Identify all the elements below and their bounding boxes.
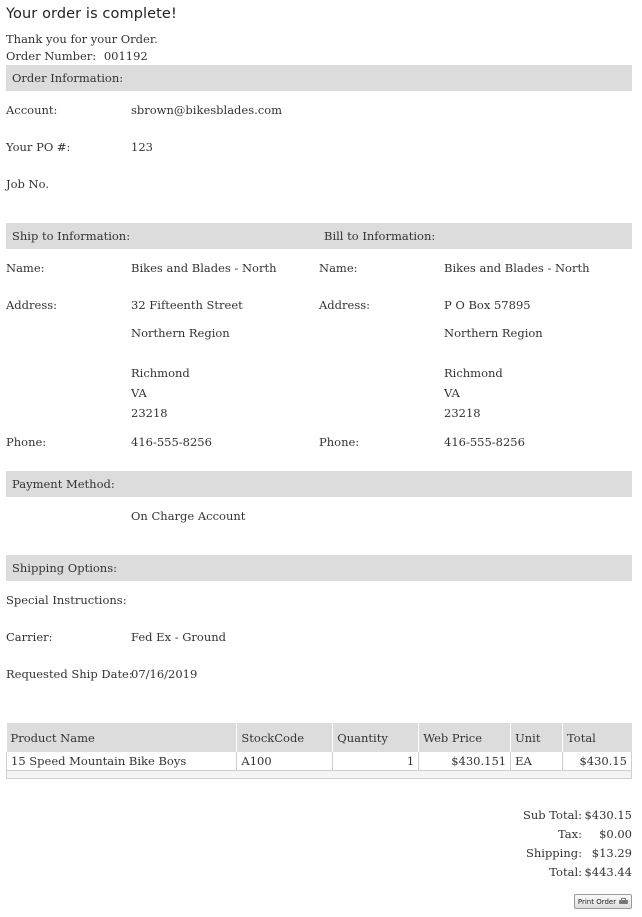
subtotal-row <box>432 808 632 827</box>
ship-to-title: Ship to Information: <box>12 229 131 243</box>
print-order-label: Print Order <box>577 897 617 906</box>
account-label: Account: <box>6 103 58 117</box>
shipping-value: $13.29 <box>591 846 632 860</box>
po-value: 123 <box>131 140 153 154</box>
payment-title: Payment Method: <box>12 477 115 491</box>
bill-phone-label: Phone: <box>319 435 360 449</box>
total-row <box>432 865 632 884</box>
cell-product-name: 15 Speed Mountain Bike Boys <box>7 752 237 771</box>
shipping-label: Shipping: <box>525 846 582 860</box>
ship-name-label: Name: <box>6 261 45 275</box>
bill-city: Richmond <box>444 366 503 380</box>
subtotal-value: $430.15 <box>584 808 632 822</box>
shipping-row <box>432 846 632 865</box>
bill-address-label: Address: <box>319 298 371 312</box>
table-horizontal-scrollbar[interactable] <box>6 771 632 779</box>
order-number <box>6 49 148 63</box>
bill-address-line1: P O Box 57895 <box>444 298 531 312</box>
job-label: Job No. <box>6 177 49 191</box>
bill-to-title: Bill to Information: <box>324 229 436 243</box>
column-header-total: Total <box>563 723 632 752</box>
bill-name-value: Bikes and Blades - North <box>444 261 590 275</box>
order-info-title: Order Information: <box>12 71 124 85</box>
order-info-header <box>6 65 632 91</box>
page-title: Your order is complete! <box>6 6 177 22</box>
cell-unit: EA <box>511 752 563 771</box>
bill-zip: 23218 <box>444 406 481 420</box>
payment-method-value: On Charge Account <box>131 509 246 523</box>
po-label: Your PO #: <box>6 140 71 154</box>
ship-name-value: Bikes and Blades - North <box>131 261 277 275</box>
special-instructions-label: Special Instructions: <box>6 593 127 607</box>
column-header-unit: Unit <box>511 723 563 752</box>
thank-you-message: Thank you for your Order. <box>6 32 158 46</box>
ship-state: VA <box>131 386 147 400</box>
account-value: sbrown@bikesblades.com <box>131 103 283 117</box>
order-number-label: Order Number: <box>6 49 97 63</box>
carrier-value: Fed Ex - Ground <box>131 630 227 644</box>
column-header-quantity: Quantity <box>333 723 419 752</box>
tax-value: $0.00 <box>599 827 632 841</box>
total-value: $443.44 <box>584 865 632 879</box>
subtotal-label: Sub Total: <box>522 808 582 822</box>
shipping-options-header <box>6 555 632 581</box>
tax-label: Tax: <box>558 827 582 841</box>
ship-phone-value: 416-555-8256 <box>131 435 212 449</box>
order-items-table <box>6 723 632 771</box>
ship-address-line2: Northern Region <box>131 326 230 340</box>
cell-total: $430.15 <box>563 752 632 771</box>
cell-quantity: 1 <box>333 752 419 771</box>
bill-phone-value: 416-555-8256 <box>444 435 525 449</box>
ship-city: Richmond <box>131 366 190 380</box>
table-row <box>7 752 632 771</box>
ship-date-label: Requested Ship Date: <box>6 667 133 681</box>
order-number-value: 001192 <box>103 49 148 63</box>
address-header <box>6 223 632 249</box>
total-label: Total: <box>549 865 582 879</box>
cell-web-price: $430.151 <box>419 752 511 771</box>
ship-zip: 23218 <box>131 406 168 420</box>
tax-row <box>432 827 632 846</box>
printer-icon <box>619 898 628 905</box>
table-header-row <box>7 723 632 752</box>
column-header-product: Product Name <box>7 723 237 752</box>
print-order-button[interactable] <box>574 894 632 909</box>
ship-address-line1: 32 Fifteenth Street <box>131 298 243 312</box>
carrier-label: Carrier: <box>6 630 53 644</box>
shipping-options-title: Shipping Options: <box>12 561 117 575</box>
column-header-stockcode: StockCode <box>237 723 333 752</box>
bill-state: VA <box>444 386 460 400</box>
bill-name-label: Name: <box>319 261 358 275</box>
ship-address-label: Address: <box>6 298 58 312</box>
column-header-web-price: Web Price <box>419 723 511 752</box>
ship-date-value: 07/16/2019 <box>131 667 198 681</box>
cell-stockcode: A100 <box>237 752 333 771</box>
bill-address-line2: Northern Region <box>444 326 543 340</box>
payment-header <box>6 471 632 497</box>
ship-phone-label: Phone: <box>6 435 47 449</box>
